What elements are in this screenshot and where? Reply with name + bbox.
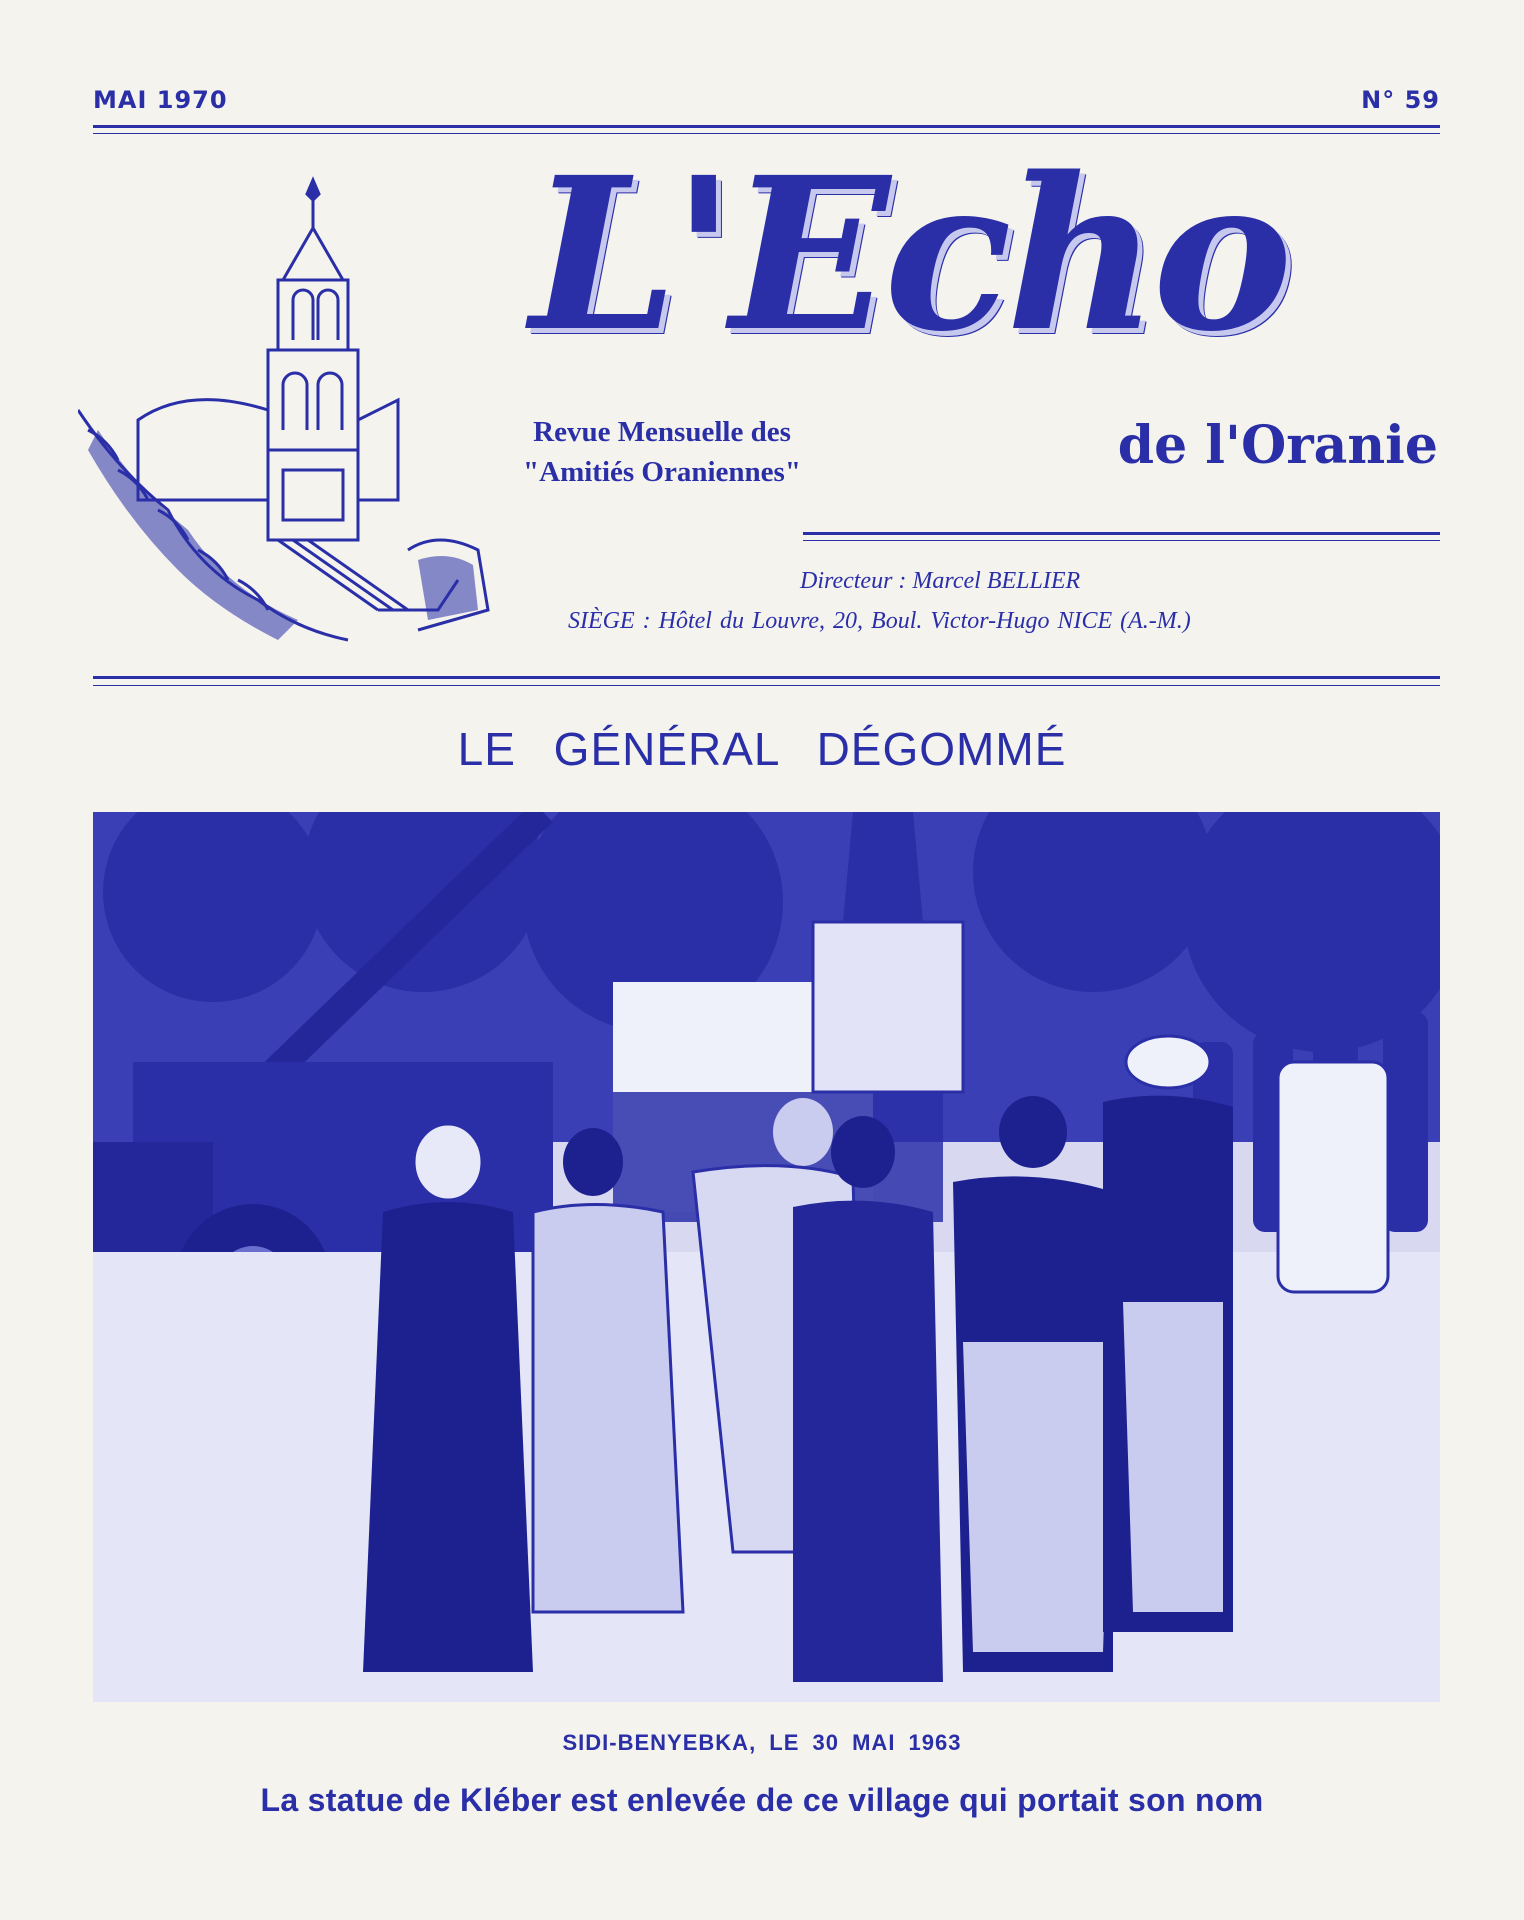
- masthead-rule: [803, 532, 1440, 535]
- masthead-rule-inner: [803, 540, 1440, 541]
- siege-address: SIÈGE : Hôtel du Louvre, 20, Boul. Victor-Hugo NICE (A.-M.): [568, 608, 1191, 634]
- tagline-line-2: "Amitiés Oraniennes": [523, 456, 801, 488]
- photo: [93, 812, 1440, 1702]
- photo-scene: [93, 812, 1440, 1702]
- masthead-subtitle: de l'Oranie: [1117, 415, 1438, 476]
- headline-rule-inner: [93, 685, 1440, 686]
- headline: LE GÉNÉRAL DÉGOMMÉ: [457, 723, 1067, 775]
- tagline-line-1: Revue Mensuelle des: [533, 416, 791, 448]
- tagline: [512, 412, 812, 492]
- photo-caption: SIDI-BENYEBKA, LE 30 MAI 1963: [562, 1730, 962, 1755]
- masthead-title: L'Echo: [530, 131, 1287, 378]
- article-subtitle: La statue de Kléber est enlevée de ce village qui portait son nom: [260, 1782, 1264, 1818]
- director-line: Directeur : Marcel BELLIER: [800, 568, 1081, 594]
- issue-number: N° 59: [1361, 86, 1440, 114]
- issue-date: MAI 1970: [93, 86, 228, 114]
- top-rule: [93, 125, 1440, 128]
- headline-rule: [93, 676, 1440, 679]
- church-illustration: [78, 170, 498, 650]
